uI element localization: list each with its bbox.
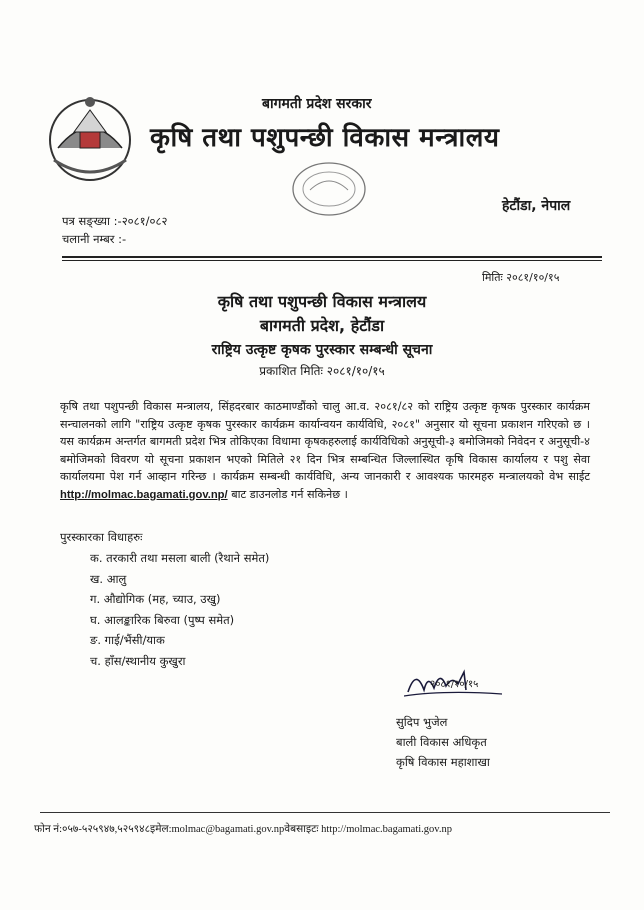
list-item: ङ. गाई/भैंसी/याक xyxy=(90,633,165,647)
notice-body xyxy=(60,398,590,504)
body-paragraph-end: बाट डाउनलोड गर्न सकिनेछ । xyxy=(231,487,348,501)
signature-date: २०८१/१०/१५ xyxy=(430,679,479,690)
signer-name: सुदिप भुजेल xyxy=(396,715,448,729)
website-link[interactable]: http://molmac.bagamati.gov.np/ xyxy=(60,488,228,501)
government-emblem xyxy=(44,88,136,188)
letter-number: पत्र सङ्ख्या :-२०८१/०८२ xyxy=(62,214,168,228)
header-divider xyxy=(62,256,602,258)
signer-designation: बाली विकास अधिकृत xyxy=(396,735,487,749)
list-item: ग. औद्योगिक (मह, च्याउ, उखु) xyxy=(90,592,221,606)
notice-title-province: बागमती प्रदेश, हेटौंडा xyxy=(259,316,385,335)
header-divider-thin xyxy=(62,260,602,261)
published-date: प्रकाशित मितिः २०८१/१०/१५ xyxy=(259,364,385,378)
footer-contact: फोन नं:०५७-५२५९४७,५२५९४८इमेल:molmac@bagamati.gov.npवेबसाइटः http://molmac.bagamati.gov.np xyxy=(34,824,452,835)
footer-divider xyxy=(40,812,610,813)
list-item: घ. आलङ्कारिक बिरुवा (पुष्प समेत) xyxy=(90,612,235,627)
notice-title-ministry: कृषि तथा पशुपन्छी विकास मन्त्रालय xyxy=(217,292,427,311)
categories-list xyxy=(90,548,269,671)
letter-date: मितिः २०८१/१०/१५ xyxy=(482,271,560,284)
reference-block xyxy=(62,212,167,248)
list-item: ख. आलु xyxy=(90,571,127,586)
signer-block xyxy=(396,712,490,772)
dispatch-number: चलानी नम्बर :- xyxy=(62,232,127,246)
notice-subject: राष्ट्रिय उत्कृष्ट कृषक पुरस्कार सम्बन्धी सूचना xyxy=(211,342,433,358)
office-stamp xyxy=(290,160,368,218)
list-item: च. हाँस/स्थानीय कुखुरा xyxy=(90,653,186,668)
list-item: क. तरकारी तथा मसला बाली (रैथाने समेत) xyxy=(90,551,270,565)
signer-division: कृषि विकास महाशाखा xyxy=(396,755,490,769)
government-heading: बागमती प्रदेश सरकार xyxy=(262,96,372,112)
office-location: हेटौंडा, नेपाल xyxy=(502,198,571,214)
categories-title: पुरस्कारका विधाहरुः xyxy=(60,530,143,544)
ministry-heading: कृषि तथा पशुपन्छी विकास मन्त्रालय xyxy=(150,123,500,153)
body-paragraph: कृषि तथा पशुपन्छी विकास मन्त्रालय, सिंहदरबार काठमाण्डौंको चालु आ.व. २०८१/८२ को राष्ट्रिय उत्कृष्ट कृषक पुरस्कार कार्यक्रम सन्चालनको लागि "राष्ट्रिय उत्कृष्ट कृषक पुरस्कार कार्यक्रम कार्यान्वयन कार्यविधि, २०८१" अनुसार यो सूचना प्रकाशन गरिएको छ । यस कार्यक्रम अन्तर्गत बागमती प्रदेश भित्र तोकिएका विधामा कृषकहरुलाई कार्यविधिको अनुसूची-३ बमोजिमको निवेदन र अनुसूची-४ बमोजिमको विवरण यो सूचना प्रकाशन भएको मितिले २१ दिन भित्र सम्बन्धित जिल्लास्थित कृषि विकास कार्यालय र पशु सेवा कार्यालयमा पेश गर्न आव्हान गरिन्छ । कार्यक्रम सम्बन्धी कार्यविधि, अन्य जानकारी र आवश्यक फारमहरु मन्त्रालयको वेभ साईट xyxy=(60,400,590,483)
